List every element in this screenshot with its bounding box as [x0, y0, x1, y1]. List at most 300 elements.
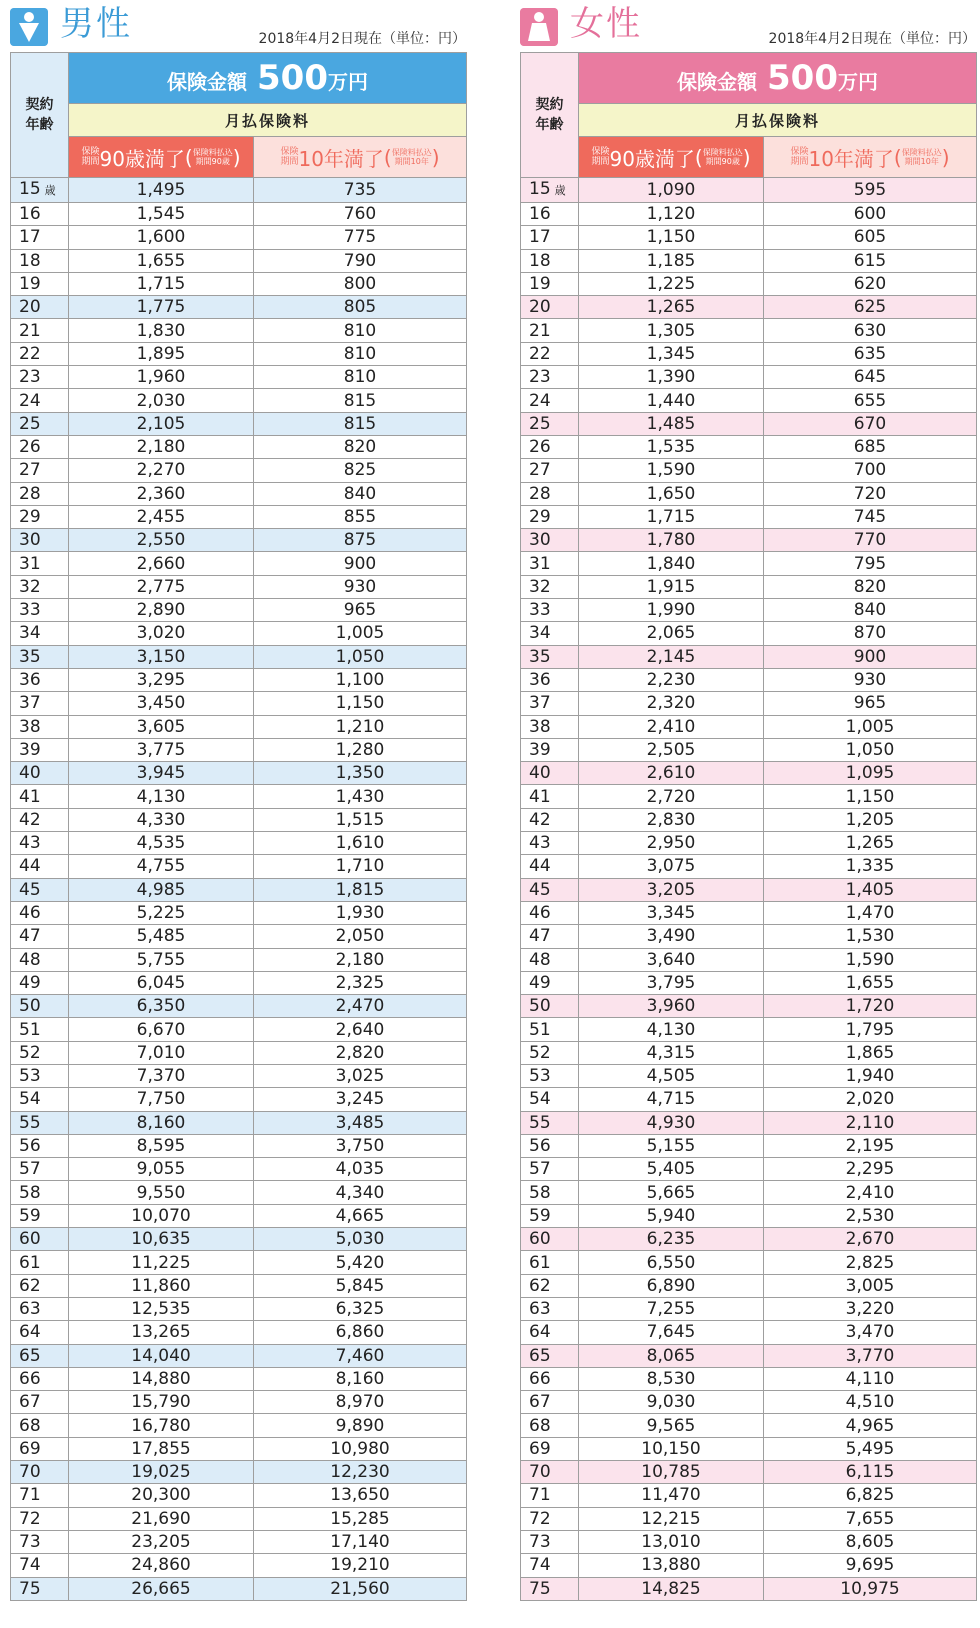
table-row: [11, 412, 467, 435]
table-row: [521, 1297, 977, 1320]
table-row: [521, 762, 977, 785]
age-cell: 36: [521, 668, 579, 691]
premium-10-cell: 3,485: [254, 1111, 467, 1134]
age-cell: 48: [521, 948, 579, 971]
premium-90-cell: 5,940: [579, 1204, 764, 1227]
premium-90-cell: 1,345: [579, 342, 764, 365]
age-cell: 39: [521, 738, 579, 761]
premium-10-cell: 2,410: [764, 1181, 977, 1204]
premium-90-cell: 7,370: [69, 1064, 254, 1087]
table-row: [11, 1577, 467, 1600]
date-note: 2018年4月2日現在（単位：円）: [258, 31, 466, 47]
premium-10-cell: 1,590: [764, 948, 977, 971]
premium-10-cell: 6,115: [764, 1461, 977, 1484]
table-row: [521, 1367, 977, 1390]
table-row: [11, 342, 467, 365]
premium-90-cell: 10,150: [579, 1437, 764, 1460]
premium-90-cell: 2,610: [579, 762, 764, 785]
premium-90-cell: 6,235: [579, 1228, 764, 1251]
premium-10-cell: 745: [764, 505, 977, 528]
premium-10-cell: 810: [254, 319, 467, 342]
female-table-body: [521, 178, 977, 1601]
age-cell: 52: [11, 1041, 69, 1064]
premium-90-cell: 2,550: [69, 529, 254, 552]
table-row: [521, 1461, 977, 1484]
premium-90-cell: 1,990: [579, 599, 764, 622]
premium-90-cell: 1,655: [69, 249, 254, 272]
premium-90-cell: 14,880: [69, 1367, 254, 1390]
premium-90-cell: 4,315: [579, 1041, 764, 1064]
age-cell: 67: [521, 1391, 579, 1414]
premium-10-cell: 8,160: [254, 1367, 467, 1390]
table-row: [11, 435, 467, 458]
premium-10-cell: 815: [254, 389, 467, 412]
age-cell: 29: [521, 505, 579, 528]
premium-90-cell: 4,930: [579, 1111, 764, 1134]
premium-90-cell: 17,855: [69, 1437, 254, 1460]
premium-10-cell: 1,005: [254, 622, 467, 645]
age-cell: 59: [521, 1204, 579, 1227]
age-cell: 44: [521, 855, 579, 878]
premium-10-cell: 6,860: [254, 1321, 467, 1344]
age-cell: 36: [11, 668, 69, 691]
premium-90-cell: 1,915: [579, 575, 764, 598]
table-row: [11, 272, 467, 295]
premium-90-cell: 4,130: [579, 1018, 764, 1041]
premium-10-cell: 1,940: [764, 1064, 977, 1087]
premium-90-cell: 24,860: [69, 1554, 254, 1577]
age-cell: 75: [11, 1577, 69, 1600]
premium-90-cell: 11,225: [69, 1251, 254, 1274]
premium-90-cell: 1,780: [579, 529, 764, 552]
premium-10-cell: 760: [254, 203, 467, 226]
premium-90-cell: 2,950: [579, 832, 764, 855]
premium-10-cell: 2,050: [254, 925, 467, 948]
age-cell: 54: [11, 1088, 69, 1111]
premium-90-cell: 2,830: [579, 808, 764, 831]
age-cell: 71: [11, 1484, 69, 1507]
premium-10-cell: 7,655: [764, 1507, 977, 1530]
premium-90-cell: 1,590: [579, 459, 764, 482]
premium-90-cell: 11,470: [579, 1484, 764, 1507]
premium-90-cell: 1,960: [69, 366, 254, 389]
premium-90-cell: 2,180: [69, 435, 254, 458]
premium-90-cell: 12,215: [579, 1507, 764, 1530]
premium-90-cell: 1,715: [579, 505, 764, 528]
premium-90-cell: 2,455: [69, 505, 254, 528]
premium-10-cell: 965: [764, 692, 977, 715]
age-cell: 73: [11, 1530, 69, 1553]
table-row: [11, 1297, 467, 1320]
premium-10-cell: 800: [254, 272, 467, 295]
age-cell: 43: [521, 832, 579, 855]
premium-10-cell: 2,295: [764, 1158, 977, 1181]
premium-10-cell: 805: [254, 296, 467, 319]
premium-10-cell: 1,150: [254, 692, 467, 715]
table-row: [521, 552, 977, 575]
table-row: [521, 1274, 977, 1297]
table-row: [11, 319, 467, 342]
table-row: [11, 1507, 467, 1530]
premium-10-cell: 2,825: [764, 1251, 977, 1274]
premium-10-cell: 12,230: [254, 1461, 467, 1484]
premium-90-cell: 12,535: [69, 1297, 254, 1320]
premium-10-cell: 635: [764, 342, 977, 365]
age-cell: 34: [11, 622, 69, 645]
plan-90-header: 保険 期間90歳満了(保険料払込 期間90歳 ): [69, 137, 254, 178]
age-cell: 27: [11, 459, 69, 482]
table-row: [521, 342, 977, 365]
table-row: [521, 1554, 977, 1577]
age-column-header: 契約 年齢: [521, 53, 579, 178]
table-row: [521, 715, 977, 738]
age-cell: 38: [11, 715, 69, 738]
premium-90-cell: 9,030: [579, 1391, 764, 1414]
table-row: [521, 435, 977, 458]
premium-90-cell: 8,160: [69, 1111, 254, 1134]
table-row: [11, 1251, 467, 1274]
premium-10-cell: 4,665: [254, 1204, 467, 1227]
age-cell: 22: [11, 342, 69, 365]
age-cell: 26: [521, 435, 579, 458]
premium-90-cell: 3,075: [579, 855, 764, 878]
premium-90-cell: 1,485: [579, 412, 764, 435]
premium-90-cell: 1,150: [579, 226, 764, 249]
premium-10-cell: 1,720: [764, 995, 977, 1018]
table-row: [11, 785, 467, 808]
age-cell: 28: [11, 482, 69, 505]
premium-90-cell: 5,485: [69, 925, 254, 948]
premium-90-cell: 2,410: [579, 715, 764, 738]
premium-10-cell: 3,025: [254, 1064, 467, 1087]
premium-90-cell: 3,450: [69, 692, 254, 715]
table-row: [11, 1204, 467, 1227]
age-cell: 37: [521, 692, 579, 715]
premium-90-cell: 3,205: [579, 878, 764, 901]
premium-10-cell: 21,560: [254, 1577, 467, 1600]
female-premium-table: [520, 52, 977, 1601]
premium-90-cell: 4,535: [69, 832, 254, 855]
table-row: [521, 1414, 977, 1437]
age-cell: 69: [521, 1437, 579, 1460]
age-cell: 29: [11, 505, 69, 528]
age-cell: 32: [521, 575, 579, 598]
age-cell: 63: [521, 1297, 579, 1320]
gender-title: 女性: [570, 4, 642, 44]
age-cell: 49: [11, 971, 69, 994]
premium-90-cell: 1,185: [579, 249, 764, 272]
premium-90-cell: 1,305: [579, 319, 764, 342]
premium-90-cell: 14,040: [69, 1344, 254, 1367]
premium-90-cell: 19,025: [69, 1461, 254, 1484]
male-title-row: [10, 0, 466, 52]
premium-10-cell: 670: [764, 412, 977, 435]
premium-90-cell: 3,020: [69, 622, 254, 645]
table-row: [521, 389, 977, 412]
age-cell: 20: [11, 296, 69, 319]
premium-90-cell: 3,490: [579, 925, 764, 948]
age-cell: 65: [11, 1344, 69, 1367]
table-row: [521, 901, 977, 924]
premium-10-cell: 5,420: [254, 1251, 467, 1274]
age-cell: 64: [521, 1321, 579, 1344]
age-cell: 37: [11, 692, 69, 715]
table-row: [521, 1484, 977, 1507]
table-row: [11, 389, 467, 412]
age-cell: 24: [521, 389, 579, 412]
age-cell: 22: [521, 342, 579, 365]
age-cell: 30: [521, 529, 579, 552]
premium-10-cell: 6,825: [764, 1484, 977, 1507]
premium-90-cell: 1,600: [69, 226, 254, 249]
table-row: [521, 1344, 977, 1367]
premium-10-cell: 1,280: [254, 738, 467, 761]
premium-10-cell: 700: [764, 459, 977, 482]
premium-10-cell: 1,865: [764, 1041, 977, 1064]
table-row: [521, 296, 977, 319]
age-cell: 15 歳: [11, 178, 69, 203]
premium-90-cell: 2,890: [69, 599, 254, 622]
premium-10-cell: 840: [764, 599, 977, 622]
premium-90-cell: 2,065: [579, 622, 764, 645]
premium-90-cell: 8,530: [579, 1367, 764, 1390]
age-cell: 72: [11, 1507, 69, 1530]
table-row: [521, 319, 977, 342]
premium-90-cell: 6,670: [69, 1018, 254, 1041]
premium-10-cell: 1,050: [254, 645, 467, 668]
table-row: [521, 1437, 977, 1460]
table-row: [11, 762, 467, 785]
premium-90-cell: 5,405: [579, 1158, 764, 1181]
premium-10-cell: 8,605: [764, 1530, 977, 1553]
premium-90-cell: 2,360: [69, 482, 254, 505]
monthly-premium-header: 月払保険料: [69, 104, 467, 137]
premium-10-cell: 615: [764, 249, 977, 272]
table-row: [521, 529, 977, 552]
premium-10-cell: 3,750: [254, 1134, 467, 1157]
table-row: [11, 203, 467, 226]
table-row: [11, 1367, 467, 1390]
premium-90-cell: 6,350: [69, 995, 254, 1018]
premium-90-cell: 1,830: [69, 319, 254, 342]
premium-10-cell: 1,100: [254, 668, 467, 691]
table-row: [521, 366, 977, 389]
premium-90-cell: 8,595: [69, 1134, 254, 1157]
premium-10-cell: 5,495: [764, 1437, 977, 1460]
premium-10-cell: 3,245: [254, 1088, 467, 1111]
table-row: [11, 296, 467, 319]
table-row: [11, 1088, 467, 1111]
premium-90-cell: 2,145: [579, 645, 764, 668]
date-note: 2018年4月2日現在（単位：円）: [768, 31, 976, 47]
premium-10-cell: 775: [254, 226, 467, 249]
age-cell: 50: [521, 995, 579, 1018]
table-row: [11, 1064, 467, 1087]
premium-10-cell: 3,770: [764, 1344, 977, 1367]
premium-10-cell: 1,050: [764, 738, 977, 761]
premium-10-cell: 870: [764, 622, 977, 645]
premium-90-cell: 1,775: [69, 296, 254, 319]
table-row: [521, 599, 977, 622]
premium-10-cell: 1,795: [764, 1018, 977, 1041]
premium-10-cell: 815: [254, 412, 467, 435]
table-row: [11, 1274, 467, 1297]
table-row: [521, 622, 977, 645]
age-cell: 17: [521, 226, 579, 249]
gender-title: 男性: [60, 4, 132, 44]
premium-10-cell: 5,030: [254, 1228, 467, 1251]
table-row: [11, 948, 467, 971]
age-cell: 64: [11, 1321, 69, 1344]
table-row: [521, 878, 977, 901]
table-row: [521, 692, 977, 715]
age-cell: 27: [521, 459, 579, 482]
premium-10-cell: 4,110: [764, 1367, 977, 1390]
premium-90-cell: 3,640: [579, 948, 764, 971]
plan-90-header: 保険 期間90歳満了(保険料払込 期間90歳 ): [579, 137, 764, 178]
age-cell: 28: [521, 482, 579, 505]
table-row: [11, 1484, 467, 1507]
male-premium-table: [10, 52, 467, 1601]
age-cell: 61: [11, 1251, 69, 1274]
table-row: [11, 1134, 467, 1157]
table-row: [521, 1391, 977, 1414]
male-panel: [10, 0, 466, 1601]
premium-10-cell: 600: [764, 203, 977, 226]
premium-10-cell: 595: [764, 178, 977, 203]
table-row: [521, 1181, 977, 1204]
premium-90-cell: 1,225: [579, 272, 764, 295]
age-cell: 34: [521, 622, 579, 645]
premium-10-cell: 1,265: [764, 832, 977, 855]
age-cell: 15 歳: [521, 178, 579, 203]
table-row: [11, 808, 467, 831]
female-panel: [520, 0, 976, 1601]
premium-10-cell: 630: [764, 319, 977, 342]
age-cell: 18: [521, 249, 579, 272]
premium-10-cell: 2,820: [254, 1041, 467, 1064]
premium-10-cell: 770: [764, 529, 977, 552]
age-cell: 40: [11, 762, 69, 785]
premium-10-cell: 1,095: [764, 762, 977, 785]
age-cell: 31: [521, 552, 579, 575]
table-row: [521, 738, 977, 761]
age-cell: 33: [521, 599, 579, 622]
premium-90-cell: 10,070: [69, 1204, 254, 1227]
table-row: [521, 1228, 977, 1251]
premium-90-cell: 2,720: [579, 785, 764, 808]
age-cell: 16: [521, 203, 579, 226]
premium-90-cell: 5,755: [69, 948, 254, 971]
table-row: [521, 1577, 977, 1600]
premium-90-cell: 6,550: [579, 1251, 764, 1274]
premium-10-cell: 3,470: [764, 1321, 977, 1344]
table-row: [521, 272, 977, 295]
premium-10-cell: 930: [764, 668, 977, 691]
premium-90-cell: 6,890: [579, 1274, 764, 1297]
table-row: [521, 925, 977, 948]
premium-90-cell: 2,270: [69, 459, 254, 482]
premium-10-cell: 1,530: [764, 925, 977, 948]
age-cell: 21: [521, 319, 579, 342]
premium-90-cell: 2,505: [579, 738, 764, 761]
table-row: [11, 1321, 467, 1344]
premium-90-cell: 5,665: [579, 1181, 764, 1204]
age-cell: 33: [11, 599, 69, 622]
premium-10-cell: 735: [254, 178, 467, 203]
age-cell: 56: [521, 1134, 579, 1157]
premium-10-cell: 5,845: [254, 1274, 467, 1297]
premium-10-cell: 1,210: [254, 715, 467, 738]
age-cell: 32: [11, 575, 69, 598]
age-cell: 31: [11, 552, 69, 575]
table-row: [521, 948, 977, 971]
age-cell: 74: [11, 1554, 69, 1577]
age-cell: 57: [11, 1158, 69, 1181]
table-row: [11, 1181, 467, 1204]
premium-10-cell: 2,325: [254, 971, 467, 994]
age-cell: 57: [521, 1158, 579, 1181]
premium-90-cell: 9,055: [69, 1158, 254, 1181]
premium-10-cell: 3,005: [764, 1274, 977, 1297]
table-row: [521, 1018, 977, 1041]
table-row: [521, 995, 977, 1018]
premium-10-cell: 3,220: [764, 1297, 977, 1320]
table-row: [521, 832, 977, 855]
premium-10-cell: 13,650: [254, 1484, 467, 1507]
age-cell: 17: [11, 226, 69, 249]
plan-10-header: 保険 期間10年満了(保険料払込 期間10年 ): [254, 137, 467, 178]
premium-90-cell: 2,775: [69, 575, 254, 598]
table-row: [11, 1391, 467, 1414]
premium-10-cell: 8,970: [254, 1391, 467, 1414]
premium-90-cell: 1,440: [579, 389, 764, 412]
premium-90-cell: 9,565: [579, 1414, 764, 1437]
age-cell: 47: [521, 925, 579, 948]
table-row: [11, 901, 467, 924]
age-cell: 46: [11, 901, 69, 924]
age-cell: 56: [11, 1134, 69, 1157]
premium-10-cell: 2,110: [764, 1111, 977, 1134]
premium-90-cell: 7,255: [579, 1297, 764, 1320]
premium-90-cell: 7,645: [579, 1321, 764, 1344]
age-cell: 66: [521, 1367, 579, 1390]
table-row: [11, 1228, 467, 1251]
premium-90-cell: 8,065: [579, 1344, 764, 1367]
premium-10-cell: 1,655: [764, 971, 977, 994]
age-cell: 61: [521, 1251, 579, 1274]
premium-90-cell: 2,230: [579, 668, 764, 691]
age-cell: 42: [11, 808, 69, 831]
table-row: [11, 738, 467, 761]
premium-10-cell: 2,530: [764, 1204, 977, 1227]
age-cell: 53: [11, 1064, 69, 1087]
table-row: [11, 668, 467, 691]
table-row: [521, 1041, 977, 1064]
table-row: [11, 226, 467, 249]
table-row: [521, 482, 977, 505]
table-row: [521, 178, 977, 203]
table-row: [11, 995, 467, 1018]
premium-90-cell: 3,795: [579, 971, 764, 994]
premium-90-cell: 3,345: [579, 901, 764, 924]
age-cell: 75: [521, 1577, 579, 1600]
premium-90-cell: 15,790: [69, 1391, 254, 1414]
premium-10-cell: 605: [764, 226, 977, 249]
age-cell: 67: [11, 1391, 69, 1414]
premium-90-cell: 3,295: [69, 668, 254, 691]
age-cell: 30: [11, 529, 69, 552]
